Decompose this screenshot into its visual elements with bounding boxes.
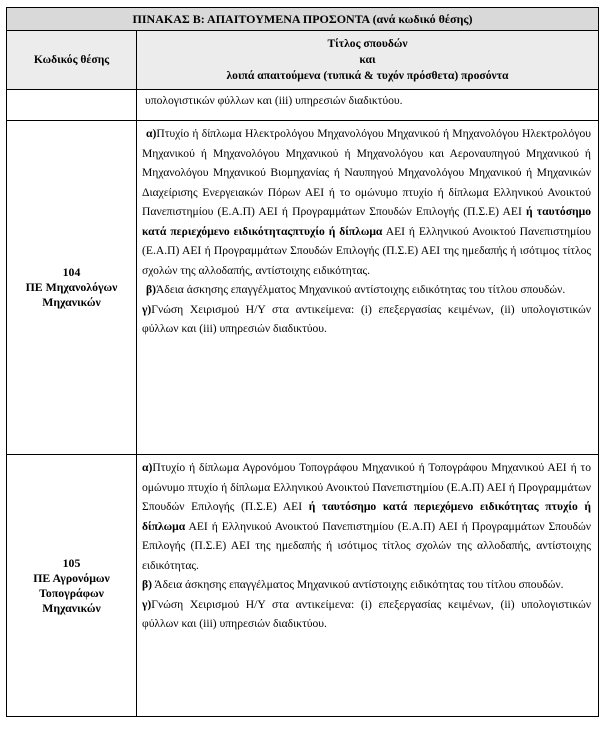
- continuation-text: υπολογιστικών φύλλων και (iii) υπηρεσιών διαδικτύου.: [137, 90, 599, 121]
- position-name-line2: Τοπογράφων: [39, 585, 104, 600]
- requirements-cell: [137, 455, 599, 717]
- requirement-b-label: β): [146, 283, 156, 296]
- requirement-b: [142, 280, 591, 300]
- position-code-cell: [7, 455, 137, 717]
- header-title-column: [137, 31, 599, 90]
- position-name-line1: ΠΕ Αγρονόμων: [33, 570, 110, 585]
- requirement-b-label: β): [142, 578, 152, 591]
- requirement-a-text1: Πτυχίο ή δίπλωμα Ηλεκτρολόγου Μηχανολόγου Μηχανικού ή Μηχανολόγου Ηλεκτρολόγου Μηχανικού ή Μηχανολόγου Μηχανικού ή Μηχανολόγου και Αεροναυπηγού Μηχανικού ή Μηχανολόγου Μηχανικού Βιομηχανίας ή Ναυπηγού Μηχανολόγου Μηχανικού ή Μηχανικών Διαχείρισης Ενεργειακών Πόρων ΑΕΙ ή το ομώνυμο πτυχίο ή δίπλωμα Ελληνικού Ανοικτού Πανεπιστημίου (Ε.Α.Π) ΑΕΙ ή Προγραμμάτων Σπουδών Επιλογής (Π.Σ.Ε) ΑΕΙ: [142, 127, 591, 218]
- requirement-a-text2: ΑΕΙ ή Ελληνικού Ανοικτού Πανεπιστημίου (Ε.Α.Π) ΑΕΙ ή Προγραμμάτων Σπουδών Επιλογής (Π.Σ.Ε) ΑΕΙ της ημεδαπής ή ισότιμος τίτλος σχολών της αλλοδαπής, αντίστοιχης ειδικότητας.: [142, 519, 591, 572]
- requirement-b-text: Άδεια άσκησης επαγγέλματος Μηχανικού αντίστοιχης ειδικότητας του τίτλου σπουδών.: [151, 578, 564, 591]
- position-name-line3: Μηχανικών: [42, 600, 101, 615]
- position-code: 105: [62, 555, 81, 570]
- requirement-b-text: Άδεια άσκησης επαγγέλματος Μηχανικού αντίστοιχης ειδικότητας του τίτλου σπουδών.: [155, 283, 566, 296]
- requirement-a-text2: ΑΕΙ ή Ελληνικού Ανοικτού Πανεπιστημίου (Ε.Α.Π) ΑΕΙ ή Προγραμμάτων Σπουδών Επιλογής (Π.Σ.Ε) ΑΕΙ της ημεδαπής ή ισότιμος τίτλος σχολών της αλλοδαπής, αντίστοιχης ειδικότητας.: [142, 224, 591, 277]
- position-name-line2: Μηχανικών: [42, 295, 101, 309]
- requirement-a: [142, 455, 591, 575]
- qualifications-table: [6, 7, 599, 717]
- requirement-c-label: γ): [142, 597, 152, 611]
- continuation-row: [7, 90, 599, 121]
- requirement-c: [142, 300, 591, 339]
- table-header-row: [7, 31, 599, 90]
- requirement-a-label: α): [142, 461, 153, 474]
- position-name-line1: ΠΕ Μηχανολόγων: [25, 280, 118, 294]
- table-title-main: ΠΙΝΑΚΑΣ Β: ΑΠΑΙΤΟΥΜΕΝΑ ΠΡΟΣΟΝΤΑ: [132, 11, 370, 26]
- table-row: [7, 455, 599, 717]
- header-code-column: Κωδικός θέσης: [7, 31, 137, 90]
- requirement-c-text: Γνώση Χειρισμού Η/Υ στα αντικείμενα: (i) επεξεργασίας κειμένων, (ii) υπολογιστικών φύλλων και (iii) υπηρεσιών διαδικτύου.: [142, 597, 591, 630]
- requirement-b: [142, 575, 591, 595]
- requirement-a-bold: ή ταυτόσημο κατά περιεχόμενο ειδικότηταςπτυχίο ή δίπλωμα: [142, 205, 591, 238]
- table-row: [7, 121, 599, 455]
- requirement-c-label: γ): [142, 302, 152, 316]
- table-title: [7, 8, 599, 31]
- table-title-row: [7, 8, 599, 31]
- position-code: 104: [62, 265, 81, 279]
- requirement-c: [142, 595, 591, 634]
- requirement-c-text: Γνώση Χειρισμού Η/Υ στα αντικείμενα: (i) επεξεργασίας κειμένων, (ii) υπολογιστικών φύλλων και (iii) υπηρεσιών διαδικτύου.: [142, 302, 591, 335]
- requirement-a: [142, 121, 591, 280]
- header-title-line3: λοιπά απαιτούμενα (τυπικά & τυχόν πρόσθετα) προσόντα: [226, 69, 509, 82]
- header-title-line2: και: [359, 53, 376, 66]
- continuation-code-cell: [7, 90, 137, 121]
- table-title-suffix: (ανά κωδικό θέσης): [369, 11, 473, 26]
- requirement-a-text1: Πτυχίο ή δίπλωμα Αγρονόμου Τοπογράφου Μηχανικού ή Τοπογράφου Μηχανικού ΑΕΙ ή το ομώνυμο πτυχίο ή δίπλωμα Ελληνικού Ανοικτού Πανεπιστημίου (Ε.Α.Π) ΑΕΙ ή Προγραμμάτων Σπουδών Επιλογής (Π.Σ.Ε) ΑΕΙ: [142, 461, 591, 513]
- requirement-a-bold: ή ταυτόσημο κατά περιεχόμενο ειδικότητας πτυχίο ή δίπλωμα: [142, 500, 591, 533]
- requirement-a-label: α): [146, 127, 157, 140]
- requirements-cell: [137, 121, 599, 455]
- header-title-line1: Τίτλος σπουδών: [327, 37, 408, 50]
- position-code-cell: [7, 121, 137, 455]
